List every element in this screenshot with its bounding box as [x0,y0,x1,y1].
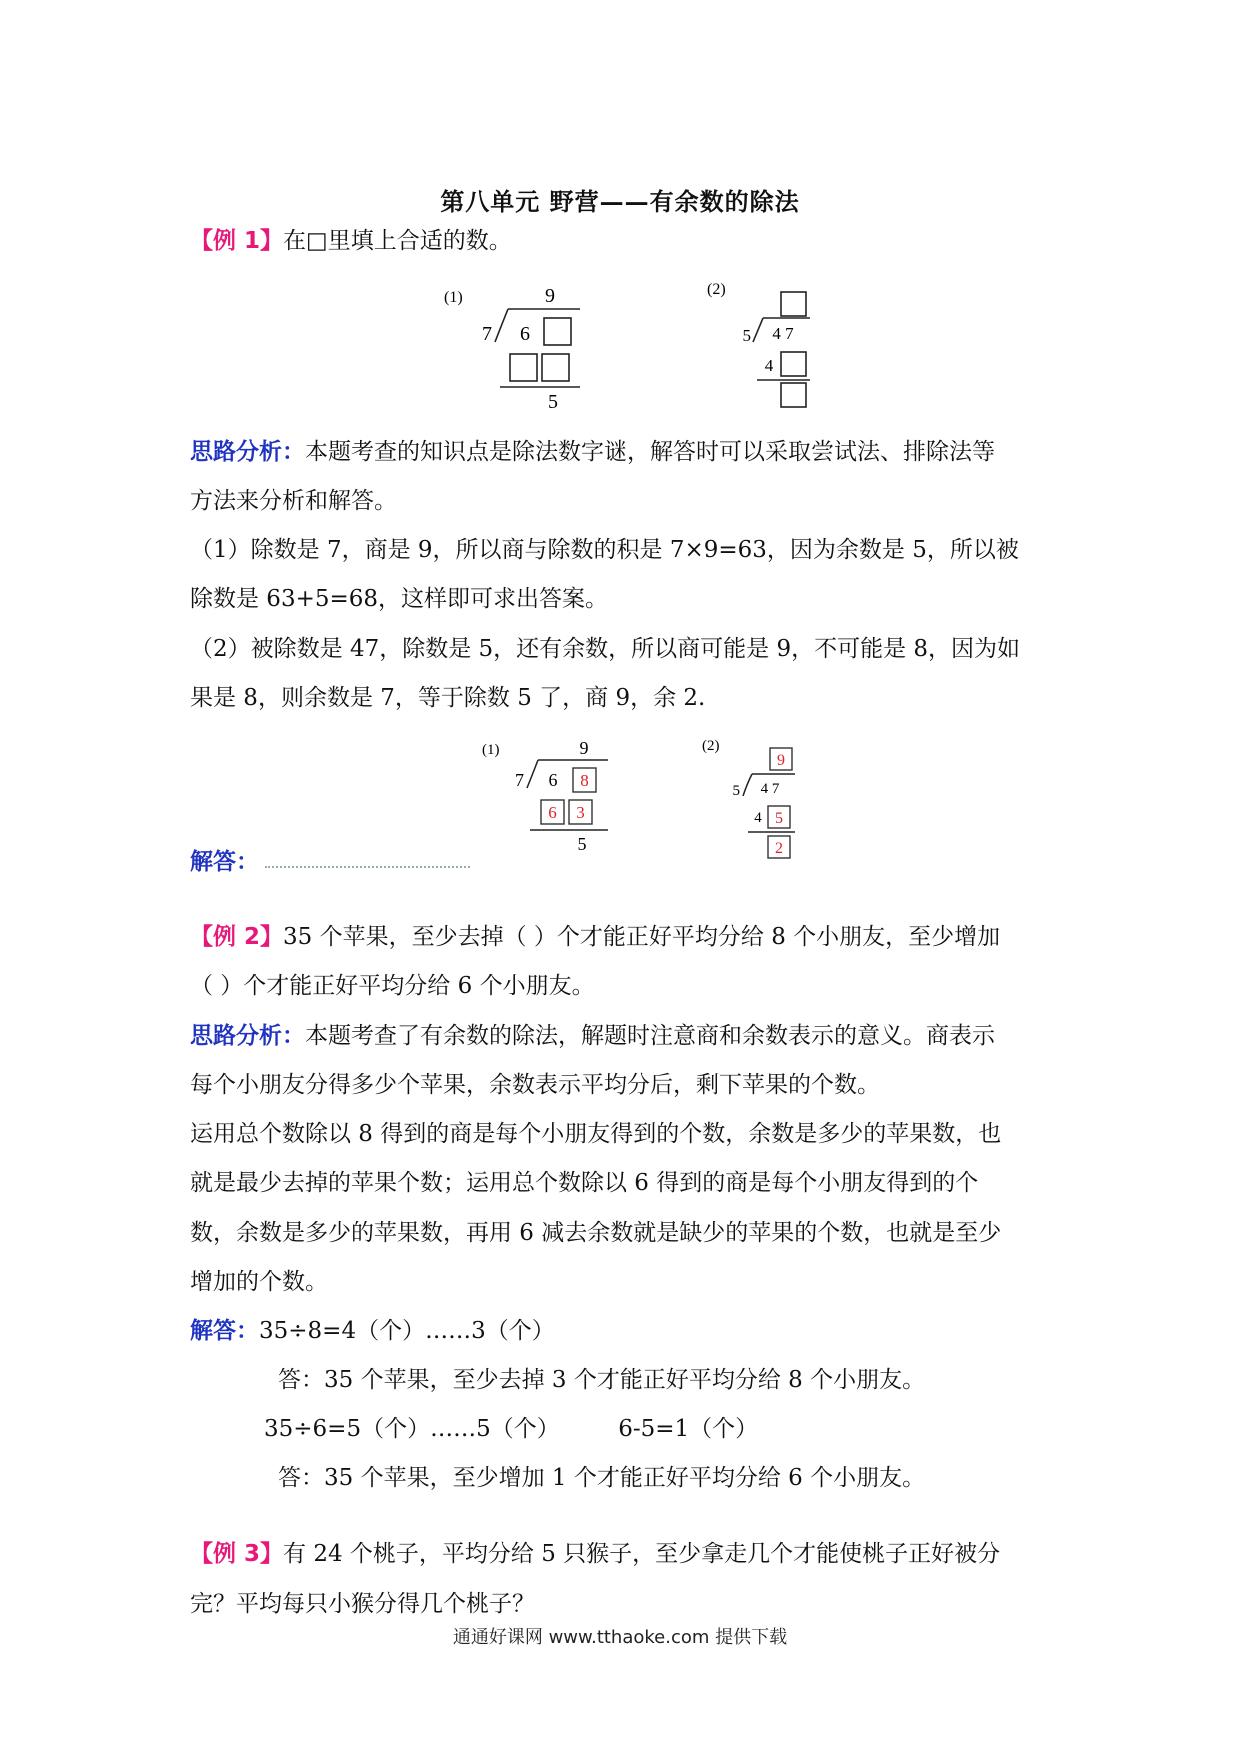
example2-answer-line: 35÷6=5（个）……5（个） 6-5=1（个） [264,1416,759,1442]
example2-analysis-line: 就是最少去掉的苹果个数；运用总个数除以 6 得到的商是每个小朋友得到的个 [190,1170,979,1196]
dotted-leader [265,858,470,868]
example1-answer-figure-1 [478,736,618,856]
example1-analysis-line: （2）被除数是 47，除数是 5，还有余数，所以商可能是 9，不可能是 8，因为如 [190,636,1021,662]
blank-box[interactable] [544,318,571,345]
fig-remainder: 5 [548,391,558,412]
answer-label: 解答： [190,849,259,875]
example1-analysis-line: 方法来分析和解答。 [190,488,397,514]
question-text: 有 24 个桃子，平均分给 5 只猴子，至少拿走几个才能使桃子正好被分 [283,1541,1001,1567]
fig-divisor: 7 [515,770,524,790]
fig-product-digit: 4 [764,356,774,375]
blank-box[interactable] [781,383,806,407]
fig-divisor: 7 [482,323,492,345]
blank-box[interactable] [542,354,569,381]
example2-analysis-line: 运用总个数除以 8 得到的商是每个小朋友得到的个数，余数是多少的苹果数，也 [190,1121,1002,1147]
answer-digit: 3 [576,803,585,822]
fig-remainder: 5 [577,834,587,854]
fig-label: (2) [707,281,726,298]
example1-figure-1 [440,282,590,412]
answer-label: 解答： [190,1318,259,1344]
example2-answer-line [190,1316,1060,1346]
page-title: 第八单元 野营——有余数的除法 [440,187,800,216]
analysis-label: 思路分析： [190,1023,305,1049]
answer-digit: 8 [580,771,589,790]
example1-answer-line [190,847,1060,877]
example3-question [190,1539,1060,1569]
blank-box[interactable] [781,292,806,316]
example3-question-line: 完？平均每只小猴分得几个桃子？ [190,1591,535,1617]
fig-dividend-digit: 6 [548,770,558,790]
blank-box[interactable] [510,354,537,381]
example2-tag: 【例 2】 [190,924,284,950]
example1-tag: 【例 1】 [190,228,284,254]
fig-divisor: 5 [742,326,751,345]
fig-label: (2) [702,738,720,754]
example2-question-line: （ ）个才能正好平均分给 6 个小朋友。 [190,973,595,999]
analysis-label: 思路分析： [190,439,305,465]
fig-divisor: 5 [732,783,740,799]
example1-question [190,226,1060,256]
example1-figure-2 [705,278,825,408]
fig-product-digit: 4 [754,810,762,826]
fig-quotient: 9 [579,738,589,758]
answer-text: 35÷8=4（个）……3（个） [259,1318,555,1344]
blank-box[interactable] [781,352,806,376]
question-text: 35 个苹果，至少去掉（ ）个才能正好平均分给 8 个小朋友，至少增加 [283,924,1001,950]
example1-question-text: 在□里填上合适的数。 [283,228,512,254]
example2-answer-line: 答：35 个苹果，至少增加 1 个才能正好平均分给 6 个小朋友。 [278,1465,926,1491]
fig-label: (1) [482,742,500,758]
fig-dividend: 4 7 [760,781,780,797]
analysis-text: 本题考查的知识点是除法数字谜，解答时可以采取尝试法、排除法等 [305,439,995,465]
fig-label: (1) [444,289,463,306]
example2-analysis-line [190,1021,1060,1051]
answer-digit: 6 [548,803,557,822]
example1-answer-figure-2 [700,734,810,864]
example1-analysis-line [190,437,1060,467]
analysis-text: 本题考查了有余数的除法，解题时注意商和余数表示的意义。商表示 [305,1023,995,1049]
example1-analysis-line: （1）除数是 7，商是 9，所以商与除数的积是 7×9=63，因为余数是 5，所以被 [190,537,1019,563]
example2-analysis-line: 每个小朋友分得多少个苹果，余数表示平均分后，剩下苹果的个数。 [190,1072,880,1098]
answer-digit: 9 [777,752,785,769]
answer-digit: 5 [775,810,783,827]
fig-dividend-digit: 6 [520,323,530,345]
fig-quotient: 9 [545,285,555,307]
answer-digit: 2 [775,840,783,857]
example2-analysis-line: 数，余数是多少的苹果数，再用 6 减去余数就是缺少的苹果的个数，也就是至少 [190,1220,1002,1246]
example1-analysis-line: 果是 8，则余数是 7，等于除数 5 了，商 9，余 2. [190,685,706,711]
example3-tag: 【例 3】 [190,1541,284,1567]
fig-dividend: 4 7 [772,324,794,343]
example1-analysis-line: 除数是 63+5=68，这样即可求出答案。 [190,586,609,612]
example2-answer-line: 答：35 个苹果，至少去掉 3 个才能正好平均分给 8 个小朋友。 [278,1367,926,1393]
example2-analysis-line: 增加的个数。 [190,1269,328,1295]
footer-text: 通通好课网 www.tthaoke.com 提供下载 [452,1627,788,1648]
example2-question [190,922,1060,952]
